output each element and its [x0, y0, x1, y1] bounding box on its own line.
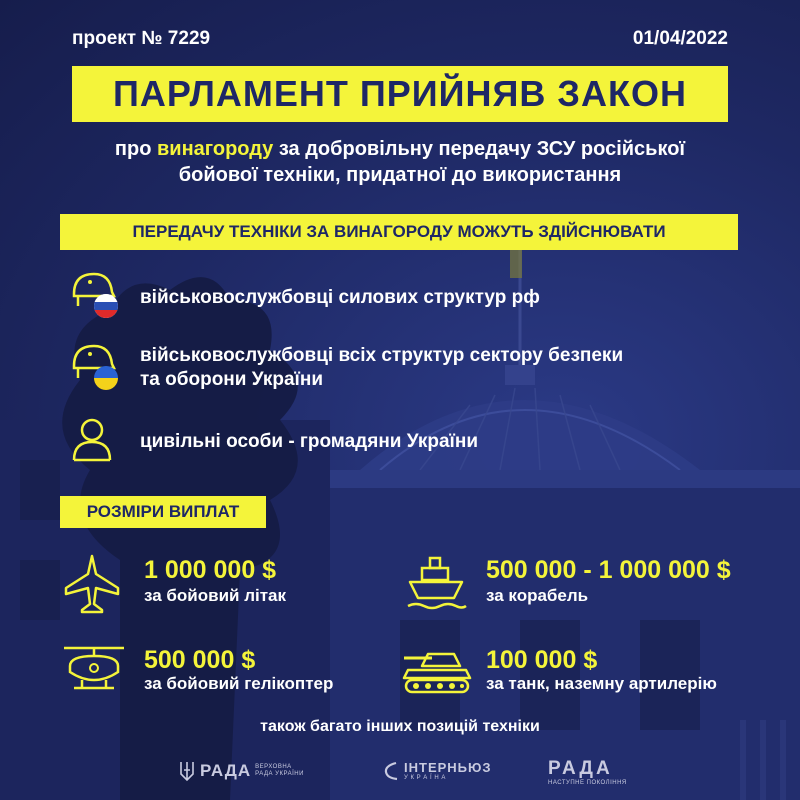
- trident-icon: [180, 760, 194, 782]
- payment-ship-desc: за корабель: [486, 586, 589, 605]
- ukrainian-soldier-helmet-icon: [68, 338, 124, 394]
- rada-logo-text: РАДА: [200, 761, 252, 780]
- payments-section-title-text: РОЗМІРИ ВИПЛАТ: [86, 502, 240, 521]
- payment-tank-amount: 100 000 $: [486, 646, 598, 674]
- internews-logo-subtitle: У К Р А Ї Н А: [404, 775, 446, 781]
- payment-tank-desc: за танк, наземну артилерію: [486, 674, 717, 693]
- fighter-jet-icon: [60, 552, 124, 616]
- subtitle-highlight: винагороду: [157, 138, 274, 160]
- payment-ship-amount: 500 000 - 1 000 000 $: [486, 556, 731, 584]
- ukraine-flag-icon: [94, 366, 118, 390]
- who-item-2-line1: військовослужбовці всіх структур сектору безпеки: [140, 345, 624, 366]
- warship-icon: [404, 552, 468, 616]
- footer-note: також багато інших позицій техніки: [260, 718, 540, 735]
- rada-next-logo-text: РАДА: [548, 758, 613, 779]
- civilian-person-icon: [68, 412, 124, 468]
- payment-aircraft-desc: за бойовий літак: [144, 586, 287, 605]
- who-item-ukrainian-military: [68, 338, 124, 394]
- russian-soldier-helmet-icon: [68, 266, 124, 322]
- rada-next-generation-logo: [548, 758, 627, 787]
- who-item-1-line1: військовослужбовці силових структур рф: [140, 287, 540, 308]
- headline-text: ПАРЛАМЕНТ ПРИЙНЯВ ЗАКОН: [113, 73, 687, 114]
- payment-helicopter-amount: 500 000 $: [144, 646, 256, 674]
- internews-mark-icon: [382, 760, 400, 782]
- who-section-title: [60, 214, 738, 250]
- who-item-3-text: [140, 430, 478, 454]
- rada-logo-sub1: ВЕРХОВНА: [255, 764, 292, 770]
- subtitle-pre: про: [114, 138, 157, 160]
- partner-logos: [0, 756, 800, 792]
- internews-text-group: [404, 760, 492, 782]
- who-item-civilians: [68, 412, 124, 468]
- rada-next-logo-subtitle: НАСТУПНЕ ПОКОЛІННЯ: [548, 780, 627, 786]
- helicopter-icon: [60, 640, 128, 696]
- who-item-2-line2: та оборони України: [140, 369, 324, 390]
- subtitle-post: за добровільну передачу ЗСУ російської: [273, 138, 686, 160]
- subtitle: [60, 136, 740, 188]
- project-number: проект № 7229: [72, 28, 211, 49]
- who-item-russian-military: [68, 266, 124, 322]
- payments-section-title: [60, 496, 266, 528]
- payment-aircraft-amount: 1 000 000 $: [144, 556, 277, 584]
- who-section-title-text: ПЕРЕДАЧУ ТЕХНІКИ ЗА ВИНАГОРОДУ МОЖУТЬ ЗДІЙСНЮВАТИ: [132, 222, 666, 241]
- verkhovna-rada-logo: [180, 760, 304, 782]
- russia-flag-icon: [94, 294, 118, 318]
- payment-helicopter-desc: за бойовий гелікоптер: [144, 674, 334, 693]
- who-item-2-text: [140, 344, 623, 392]
- internews-logo: [382, 760, 492, 782]
- rada-logo-sub2: РАДА УКРАЇНИ: [255, 771, 304, 777]
- date: 01/04/2022: [632, 28, 728, 49]
- who-item-1-text: [140, 286, 540, 310]
- rada-logo-subtitle: [255, 764, 304, 778]
- headline: [72, 66, 728, 122]
- internews-logo-text: ІНТЕРНЬЮЗ: [404, 760, 492, 775]
- subtitle-line2: бойової техніки, придатної до використання: [178, 164, 622, 186]
- who-item-3-line1: цивільні особи - громадяни України: [140, 431, 479, 452]
- tank-icon: [398, 644, 474, 696]
